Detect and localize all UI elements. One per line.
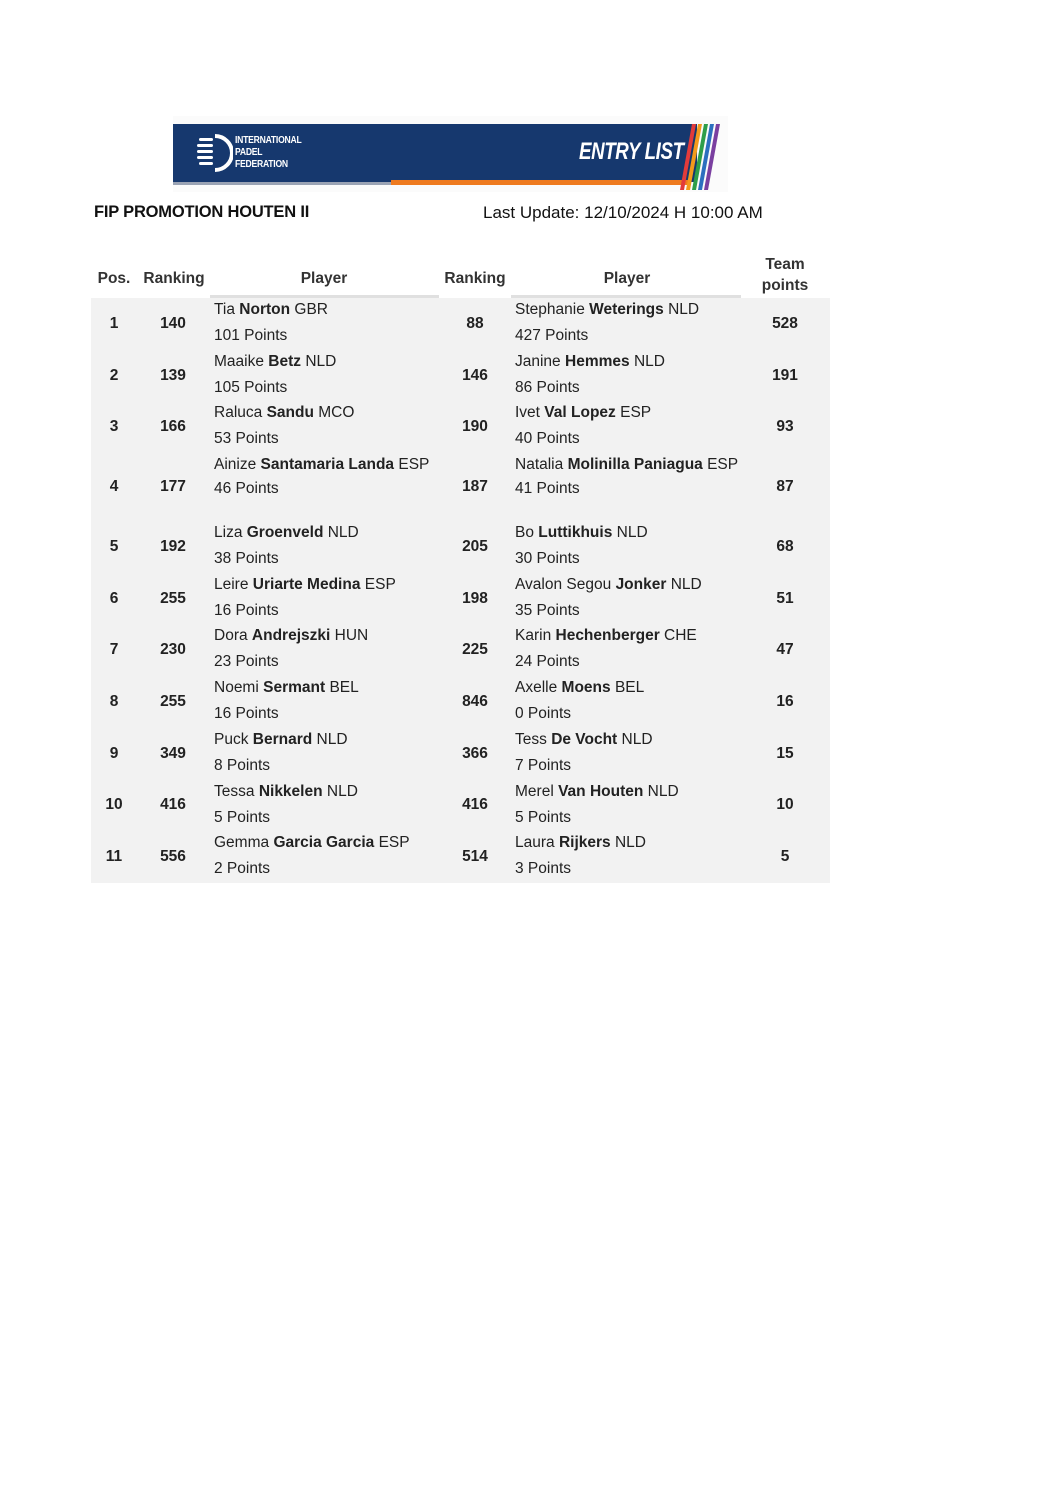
- player-name: [214, 455, 436, 475]
- logo-line-2: PADEL: [235, 146, 263, 158]
- player-points: 40 Points: [515, 430, 580, 448]
- team-points: 191: [772, 366, 798, 384]
- player-name: [214, 403, 436, 423]
- ranking-2: 416: [462, 796, 488, 814]
- player-last-name: Andrejszki: [251, 627, 331, 645]
- player-1: [214, 523, 436, 569]
- player-points: 105 Points: [214, 378, 288, 396]
- header-team-points-line1: Team: [765, 256, 805, 273]
- player-points: 46 Points: [214, 480, 279, 498]
- player-name: [515, 300, 739, 320]
- player-first-name: Merel: [515, 782, 554, 800]
- player-name: [214, 782, 436, 802]
- player-last-name: Weterings: [589, 301, 664, 318]
- header-ranking-1: Ranking: [143, 270, 205, 287]
- table-header: [91, 250, 830, 298]
- player-name: [515, 626, 739, 646]
- player-name: [515, 403, 739, 423]
- player-points: 24 Points: [515, 653, 580, 671]
- team-points: 10: [776, 796, 794, 814]
- player-2: [515, 575, 739, 621]
- player-country: NLD: [621, 730, 653, 748]
- player-country: NLD: [305, 352, 337, 370]
- player-1: [214, 403, 436, 449]
- ranking-1: 192: [160, 537, 186, 555]
- table-row: [91, 453, 830, 521]
- player-2: [515, 403, 739, 449]
- player-first-name: Natalia: [515, 456, 564, 474]
- table-row: [91, 780, 830, 832]
- player-points: 2 Points: [214, 860, 271, 878]
- team-points: 528: [772, 314, 798, 332]
- banner-stripes-icon: [678, 124, 726, 190]
- player-country: ESP: [620, 404, 652, 422]
- player-points: 41 Points: [515, 480, 580, 498]
- player-first-name: Janine: [515, 352, 561, 370]
- ranking-1: 139: [160, 366, 186, 384]
- table-row: [91, 676, 830, 728]
- player-first-name: Noemi: [214, 679, 259, 697]
- player-last-name: Sandu: [266, 404, 314, 422]
- player-2: [515, 730, 739, 776]
- player-name: [214, 300, 436, 320]
- ranking-2: 88: [466, 314, 484, 332]
- player-first-name: Ivet: [515, 404, 540, 422]
- player-name: [515, 352, 739, 372]
- player-last-name: Betz: [268, 352, 302, 370]
- ranking-1: 416: [160, 796, 186, 814]
- player-country: BEL: [614, 679, 645, 697]
- player-points: 0 Points: [515, 705, 572, 723]
- ranking-2: 146: [462, 366, 488, 384]
- ranking-2: 190: [462, 418, 488, 436]
- player-points: 101 Points: [214, 327, 288, 344]
- player-first-name: Gemma: [214, 834, 270, 852]
- team-points: 47: [776, 641, 794, 659]
- logo-line-1: INTERNATIONAL: [235, 134, 302, 146]
- position: 6: [109, 589, 119, 607]
- player-country: MCO: [318, 404, 355, 422]
- player-name: [214, 523, 436, 543]
- position: 3: [109, 418, 119, 436]
- position: 4: [109, 478, 119, 496]
- banner-divider: [173, 182, 391, 185]
- player-1: [214, 678, 436, 724]
- player-last-name: Hechenberger: [555, 627, 660, 645]
- ranking-1: 556: [160, 848, 186, 866]
- position: 5: [109, 537, 119, 555]
- player-points: 86 Points: [515, 378, 580, 396]
- fip-logo-text: [235, 134, 301, 170]
- header-player-1: Player: [300, 270, 348, 287]
- header-ranking-2: Ranking: [444, 270, 506, 287]
- player-country: ESP: [364, 575, 396, 593]
- player-points: 35 Points: [515, 601, 580, 619]
- player-name: [515, 455, 739, 475]
- ranking-2: 514: [462, 848, 488, 866]
- player-1: [214, 626, 436, 672]
- player-country: BEL: [329, 679, 359, 697]
- player-first-name: Tessa: [214, 782, 255, 800]
- ranking-1: 230: [160, 641, 186, 659]
- team-points: 15: [776, 744, 794, 762]
- player-last-name: Moens: [561, 679, 611, 697]
- player-last-name: Hemmes: [565, 352, 630, 370]
- player-first-name: Maaike: [214, 352, 264, 370]
- player-last-name: Jonker: [615, 575, 667, 593]
- fip-logo-icon: [197, 132, 233, 174]
- player-points: 3 Points: [515, 860, 572, 878]
- player-country: NLD: [647, 782, 679, 800]
- player-country: NLD: [326, 782, 358, 800]
- player-country: NLD: [327, 524, 359, 542]
- player-2: [515, 455, 739, 499]
- player-points: 5 Points: [214, 808, 271, 826]
- table-row: [91, 573, 830, 625]
- player-1: [214, 575, 436, 621]
- player-name: [515, 833, 739, 853]
- player-country: ESP: [707, 456, 739, 474]
- table-body: [91, 298, 830, 883]
- player-first-name: Liza: [214, 524, 243, 542]
- table-row: [91, 350, 830, 402]
- table-row: [91, 401, 830, 453]
- team-points: 5: [780, 848, 790, 866]
- ranking-1: 349: [160, 744, 186, 762]
- player-last-name: Van Houten: [558, 782, 644, 800]
- player-name: [515, 575, 739, 595]
- table-row: [91, 831, 830, 883]
- player-2: [515, 626, 739, 672]
- player-country: HUN: [334, 627, 369, 645]
- player-first-name: Tess: [515, 730, 547, 748]
- position: 11: [105, 848, 123, 866]
- player-1: [214, 455, 436, 499]
- event-name: FIP PROMOTION HOUTEN II: [94, 203, 310, 221]
- header-pos: Pos.: [97, 270, 131, 287]
- ranking-2: 198: [462, 589, 488, 607]
- position: 2: [109, 366, 119, 384]
- player-last-name: Sermant: [263, 679, 326, 697]
- player-first-name: Leire: [214, 575, 249, 593]
- player-country: NLD: [668, 301, 700, 318]
- player-name: [515, 678, 739, 698]
- player-name: [214, 833, 436, 853]
- player-country: CHE: [664, 627, 697, 645]
- table-row: [91, 728, 830, 780]
- header-team-points: [747, 254, 823, 296]
- ranking-1: 177: [160, 478, 186, 496]
- player-name: [214, 678, 436, 698]
- banner-title: ENTRY LIST: [579, 138, 684, 165]
- player-first-name: Dora: [214, 627, 248, 645]
- position: 1: [109, 314, 119, 332]
- player-country: NLD: [614, 834, 646, 852]
- team-points: 68: [776, 537, 794, 555]
- ranking-1: 166: [160, 418, 186, 436]
- player-last-name: Santamaria Landa: [260, 456, 395, 474]
- player-points: 427 Points: [515, 327, 589, 344]
- player-last-name: Nikkelen: [258, 782, 323, 800]
- player-country: NLD: [616, 524, 648, 542]
- player-name: [214, 575, 436, 595]
- player-country: ESP: [398, 456, 430, 474]
- player-1: [214, 782, 436, 828]
- ranking-2: 846: [462, 692, 488, 710]
- team-points: 51: [776, 589, 794, 607]
- player-first-name: Stephanie: [515, 301, 585, 318]
- player-1: [214, 730, 436, 776]
- player-last-name: Rijkers: [558, 834, 611, 852]
- player-points: 5 Points: [515, 808, 572, 826]
- player-points: 38 Points: [214, 550, 279, 568]
- position: 7: [109, 641, 119, 659]
- player-first-name: Tia: [214, 301, 235, 318]
- player-name: [214, 730, 436, 750]
- player-first-name: Raluca: [214, 404, 263, 422]
- player-points: 16 Points: [214, 601, 279, 619]
- player-first-name: Bo: [515, 524, 534, 542]
- player-last-name: Groenveld: [246, 524, 324, 542]
- logo-line-3: FEDERATION: [235, 158, 288, 170]
- player-1: [214, 833, 436, 879]
- header-team-points-line2: points: [761, 277, 809, 294]
- player-name: [515, 782, 739, 802]
- position: 10: [105, 796, 123, 814]
- player-first-name: Ainize: [214, 456, 257, 474]
- player-country: NLD: [316, 730, 348, 748]
- player-name: [214, 626, 436, 646]
- player-country: GBR: [294, 301, 328, 318]
- player-points: 7 Points: [515, 756, 572, 774]
- player-first-name: Axelle: [515, 679, 558, 697]
- player-last-name: Uriarte Medina: [252, 575, 361, 593]
- ranking-1: 255: [160, 589, 186, 607]
- player-country: NLD: [633, 352, 665, 370]
- player-2: [515, 300, 739, 346]
- player-name: [214, 352, 436, 372]
- player-points: 23 Points: [214, 653, 279, 671]
- entry-list-banner: [173, 116, 728, 192]
- player-country: ESP: [378, 834, 410, 852]
- player-last-name: Luttikhuis: [538, 524, 613, 542]
- player-last-name: De Vocht: [551, 730, 618, 748]
- player-2: [515, 678, 739, 724]
- player-1: [214, 352, 436, 398]
- player-2: [515, 833, 739, 879]
- player-first-name: Karin: [515, 627, 552, 645]
- player-last-name: Bernard: [252, 730, 313, 748]
- ranking-2: 225: [462, 641, 488, 659]
- player-name: [515, 730, 739, 750]
- player-last-name: Val Lopez: [544, 404, 616, 422]
- player-2: [515, 782, 739, 828]
- table-row: [91, 521, 830, 573]
- player-first-name: Avalon Segou: [515, 575, 612, 593]
- player-first-name: Laura: [515, 834, 555, 852]
- player-points: 53 Points: [214, 430, 279, 448]
- player-country: NLD: [670, 575, 702, 593]
- team-points: 93: [776, 418, 794, 436]
- player-2: [515, 523, 739, 569]
- table-row: [91, 298, 830, 350]
- position: 9: [109, 744, 119, 762]
- table-row: [91, 624, 830, 676]
- ranking-2: 366: [462, 744, 488, 762]
- player-last-name: Norton: [239, 301, 291, 318]
- entry-list-table: [91, 250, 830, 883]
- player-last-name: Garcia Garcia: [273, 834, 375, 852]
- last-update: Last Update: 12/10/2024 H 10:00 AM: [483, 203, 763, 222]
- player-first-name: Puck: [214, 730, 249, 748]
- ranking-1: 140: [160, 314, 186, 332]
- player-points: 8 Points: [214, 756, 271, 774]
- player-last-name: Molinilla Paniagua: [567, 456, 703, 474]
- team-points: 16: [776, 692, 794, 710]
- team-points: 87: [776, 478, 794, 496]
- ranking-1: 255: [160, 692, 186, 710]
- player-name: [515, 523, 739, 543]
- ranking-2: 205: [462, 537, 488, 555]
- ranking-2: 187: [462, 478, 488, 496]
- player-2: [515, 352, 739, 398]
- banner-accent-stripe: [391, 180, 691, 185]
- position: 8: [109, 692, 119, 710]
- player-points: 30 Points: [515, 550, 580, 568]
- player-points: 16 Points: [214, 705, 279, 723]
- header-player-2: Player: [603, 270, 651, 287]
- player-1: [214, 300, 436, 346]
